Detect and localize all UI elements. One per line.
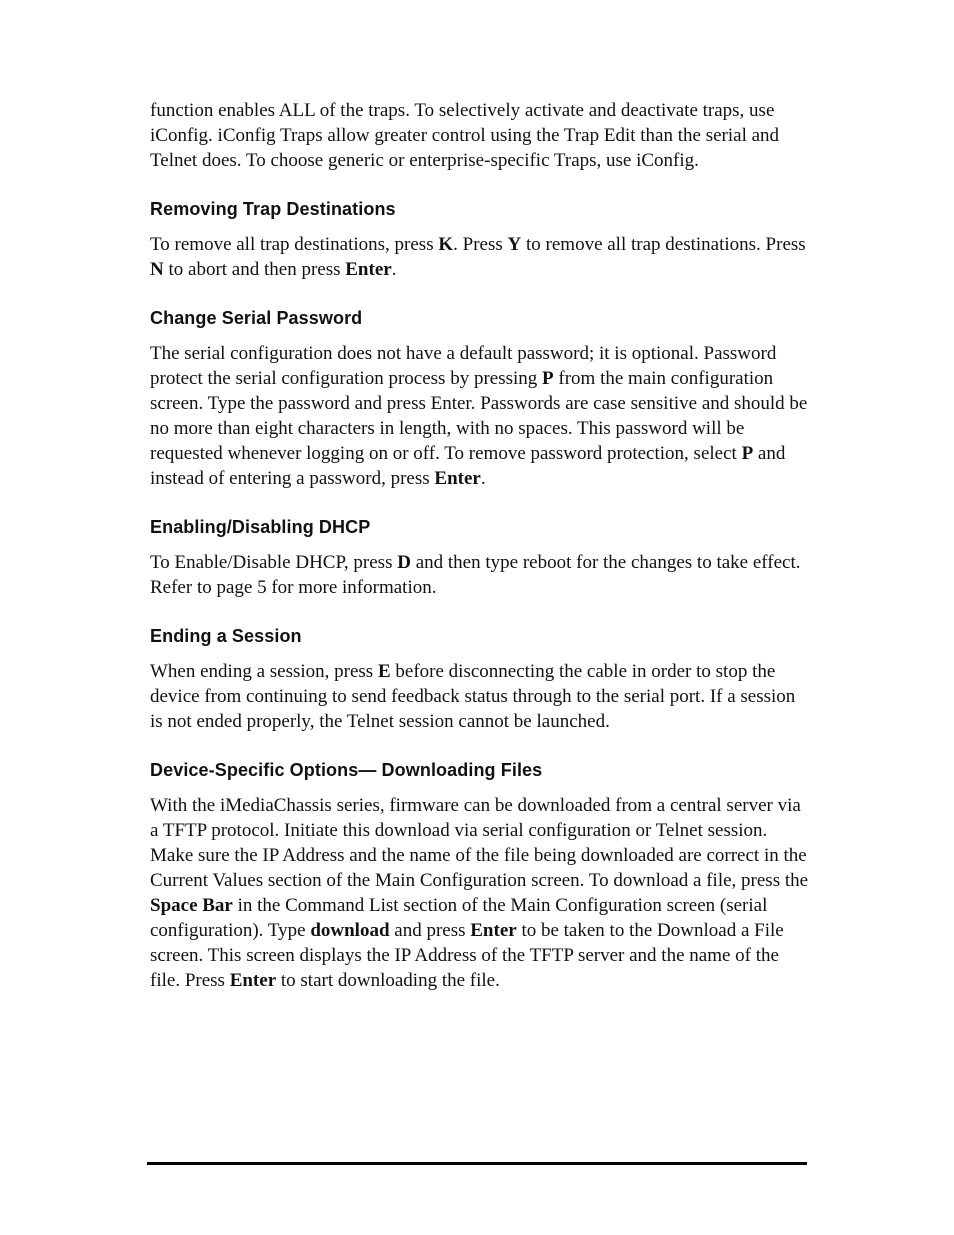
key-e: E <box>377 661 391 682</box>
key-enter-2: Enter <box>434 468 481 489</box>
password-text-5: . <box>480 468 486 489</box>
key-enter: Enter <box>345 259 392 280</box>
key-d: D <box>397 552 411 573</box>
key-enter-3: Enter <box>470 920 517 941</box>
key-k: K <box>438 234 454 255</box>
download-paragraph <box>150 793 810 993</box>
heading-enabling-disabling-dhcp: Enabling/Disabling DHCP <box>150 517 371 537</box>
page-body <box>150 98 810 1017</box>
removing-paragraph <box>150 232 810 282</box>
password-text-3: . Passwords are case sensitive and should be no more than eight characters in length, with no spaces. This password will be requested whenever logging on or off. To remove password protection, select <box>150 393 808 464</box>
password-text-2: from the main configuration screen. Type the password and press <box>150 368 774 414</box>
download-text-2: in the Command List section of the Main Configuration screen (serial configuration). Type <box>150 895 768 941</box>
password-text-4: and instead of entering a password, press <box>150 443 786 489</box>
intro-paragraph <box>150 98 810 173</box>
removing-text-5: . <box>391 259 397 280</box>
dhcp-paragraph <box>150 550 810 600</box>
removing-text-4: to abort and then press <box>163 259 346 280</box>
section-enabling-disabling-dhcp <box>150 515 810 600</box>
heading-downloading-files: Device-Specific Options— Downloading Files <box>150 760 543 780</box>
dhcp-text-1: To Enable/Disable DHCP, press <box>150 552 398 573</box>
heading-ending-a-session: Ending a Session <box>150 626 302 646</box>
heading-removing-trap-destinations: Removing Trap Destinations <box>150 199 396 219</box>
ending-paragraph <box>150 659 810 734</box>
intro-text: function enables ALL of the traps. To selectively activate and deactivate traps, use iConfig. iConfig Traps allow greater control using the Trap Edit than the serial and Telnet does. To choose generic or enterprise-specific Traps, use iConfig. <box>150 100 780 171</box>
download-text-4: to be taken to the Download a File screen. This screen displays the IP Address of the TFTP server and the name of the file. Press <box>150 920 784 991</box>
key-p-2: P <box>741 443 754 464</box>
password-text-1: The serial configuration does not have a default password; it is optional. Password protect the serial configuration process by pressing <box>150 343 777 389</box>
footer-divider <box>147 1162 807 1165</box>
key-p: P <box>542 368 554 389</box>
download-text-3: and press <box>389 920 471 941</box>
section-removing-trap-destinations <box>150 197 810 282</box>
key-n: N <box>150 259 164 280</box>
heading-change-serial-password: Change Serial Password <box>150 308 363 328</box>
ending-text-2: before disconnecting the cable in order to stop the device from continuing to send feedback status through to the serial port. If a session is not ended properly, the Telnet session cannot be launched. <box>150 661 796 732</box>
section-change-serial-password <box>150 306 810 491</box>
section-ending-a-session <box>150 624 810 734</box>
ending-text-1: When ending a session, press <box>150 661 378 682</box>
removing-text-1: To remove all trap destinations, press <box>150 234 439 255</box>
key-y: Y <box>507 234 522 255</box>
keyword-download: download <box>310 920 390 941</box>
removing-text-3: to remove all trap destinations. Press <box>521 234 806 255</box>
key-enter-4: Enter <box>229 970 277 991</box>
removing-text-2: . Press <box>453 234 508 255</box>
key-space-bar: Space Bar <box>150 895 233 916</box>
section-downloading-files <box>150 758 810 993</box>
download-text-1: With the iMediaChassis series, firmware can be downloaded from a central server via a TFTP protocol. Initiate this download via serial configuration or Telnet session. Make sure the IP Address and the name of the file being downloaded are correct in the Current Values section of the Main Configuration screen. To download a file, press the <box>150 795 809 891</box>
password-paragraph <box>150 341 810 491</box>
download-text-5: to start downloading the file. <box>276 970 500 991</box>
key-enter-plain: Enter <box>430 393 471 414</box>
dhcp-text-2: and then type reboot for the changes to take effect. Refer to page 5 for more information. <box>150 552 801 598</box>
